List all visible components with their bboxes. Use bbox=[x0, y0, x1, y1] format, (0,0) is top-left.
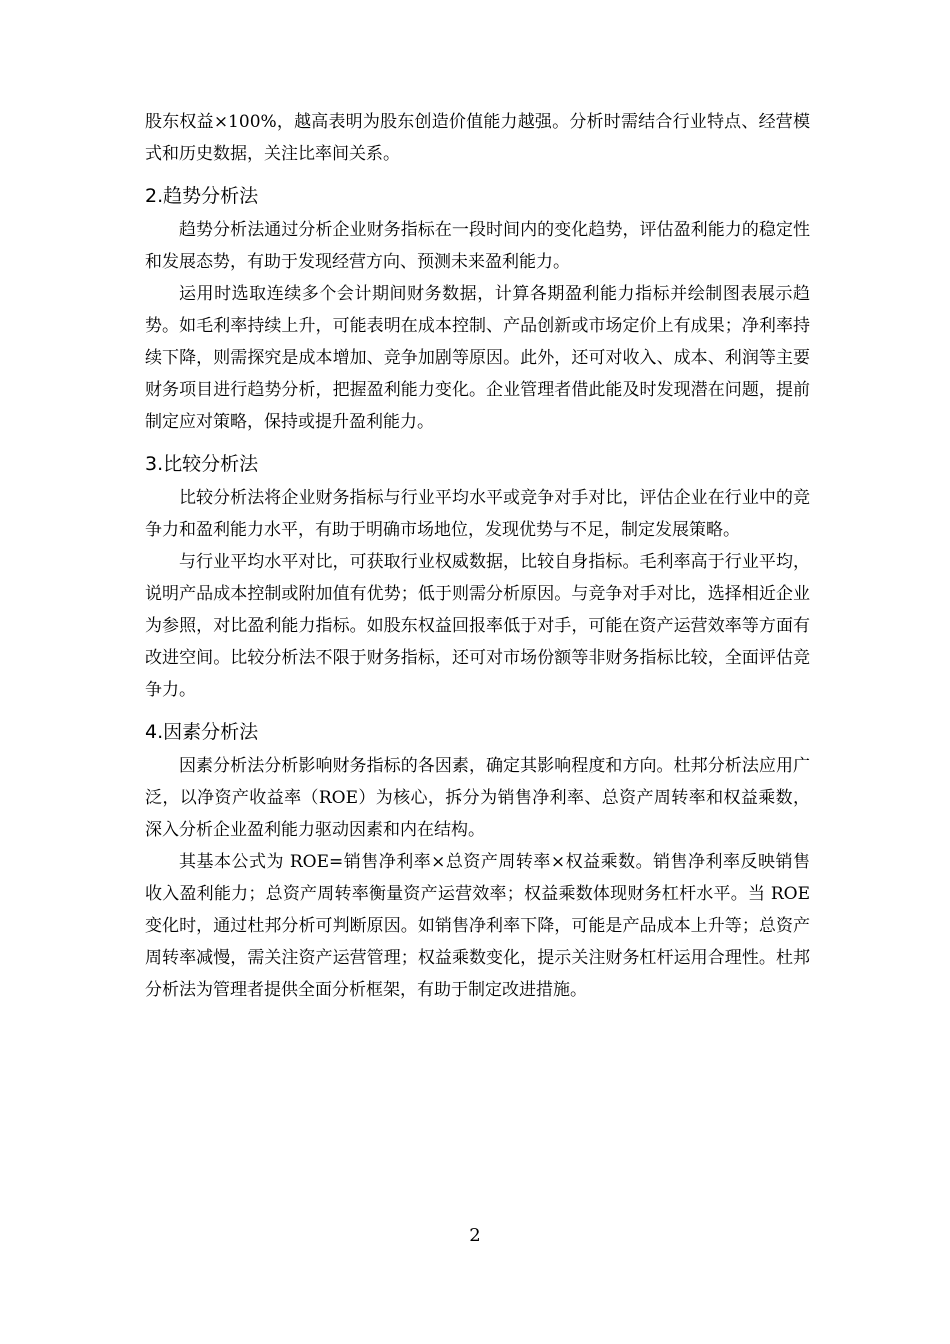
section-comparative-analysis bbox=[145, 446, 810, 706]
section-heading: 4.因素分析法 bbox=[145, 721, 259, 743]
body-paragraph: 其基本公式为 ROE=销售净利率×总资产周转率×权益乘数。销售净利率反映销售收入盈利能力；总资产周转率衡量资产运营效率；权益乘数体现财务杠杆水平。当 ROE 变化时，通过杜邦分析可判断原因。如销售净利率下降，可能是产品成本上升等；总资产周转率减慢，需关注资产运营管理；权益乘数变化，提示关注财务杠杆运用合理性。杜邦分析法为管理者提供全面分析框架，有助于制定改进措施。 bbox=[145, 852, 810, 1000]
section-trend-analysis bbox=[145, 178, 810, 438]
section-heading: 2.趋势分析法 bbox=[145, 185, 259, 207]
body-paragraph: 与行业平均水平对比，可获取行业权威数据，比较自身指标。毛利率高于行业平均，说明产品成本控制或附加值有优势；低于则需分析原因。与竞争对手对比，选择相近企业为参照，对比盈利能力指标。如股东权益回报率低于对手，可能在资产运营效率等方面有改进空间。比较分析法不限于财务指标，还可对市场份额等非财务指标比较，全面评估竞争力。 bbox=[145, 552, 810, 700]
section-factor-analysis bbox=[145, 714, 810, 1006]
intro-continuation-paragraph: 股东权益×100%，越高表明为股东创造价值能力越强。分析时需结合行业特点、经营模式和历史数据，关注比率间关系。 bbox=[145, 112, 810, 164]
body-paragraph: 趋势分析法通过分析企业财务指标在一段时间内的变化趋势，评估盈利能力的稳定性和发展态势，有助于发现经营方向、预测未来盈利能力。 bbox=[145, 220, 810, 272]
body-paragraph: 运用时选取连续多个会计期间财务数据，计算各期盈利能力指标并绘制图表展示趋势。如毛利率持续上升，可能表明在成本控制、产品创新或市场定价上有成果；净利率持续下降，则需探究是成本增加、竞争加剧等原因。此外，还可对收入、成本、利润等主要财务项目进行趋势分析，把握盈利能力变化。企业管理者借此能及时发现潜在问题，提前制定应对策略，保持或提升盈利能力。 bbox=[145, 284, 810, 432]
body-paragraph: 因素分析法分析影响财务指标的各因素，确定其影响程度和方向。杜邦分析法应用广泛，以净资产收益率（ROE）为核心，拆分为销售净利率、总资产周转率和权益乘数，深入分析企业盈利能力驱动因素和内在结构。 bbox=[145, 756, 810, 840]
page-number: 2 bbox=[469, 1225, 481, 1246]
body-paragraph: 比较分析法将企业财务指标与行业平均水平或竞争对手对比，评估企业在行业中的竞争力和盈利能力水平，有助于明确市场地位，发现优势与不足，制定发展策略。 bbox=[145, 488, 810, 540]
section-heading: 3.比较分析法 bbox=[145, 453, 259, 475]
